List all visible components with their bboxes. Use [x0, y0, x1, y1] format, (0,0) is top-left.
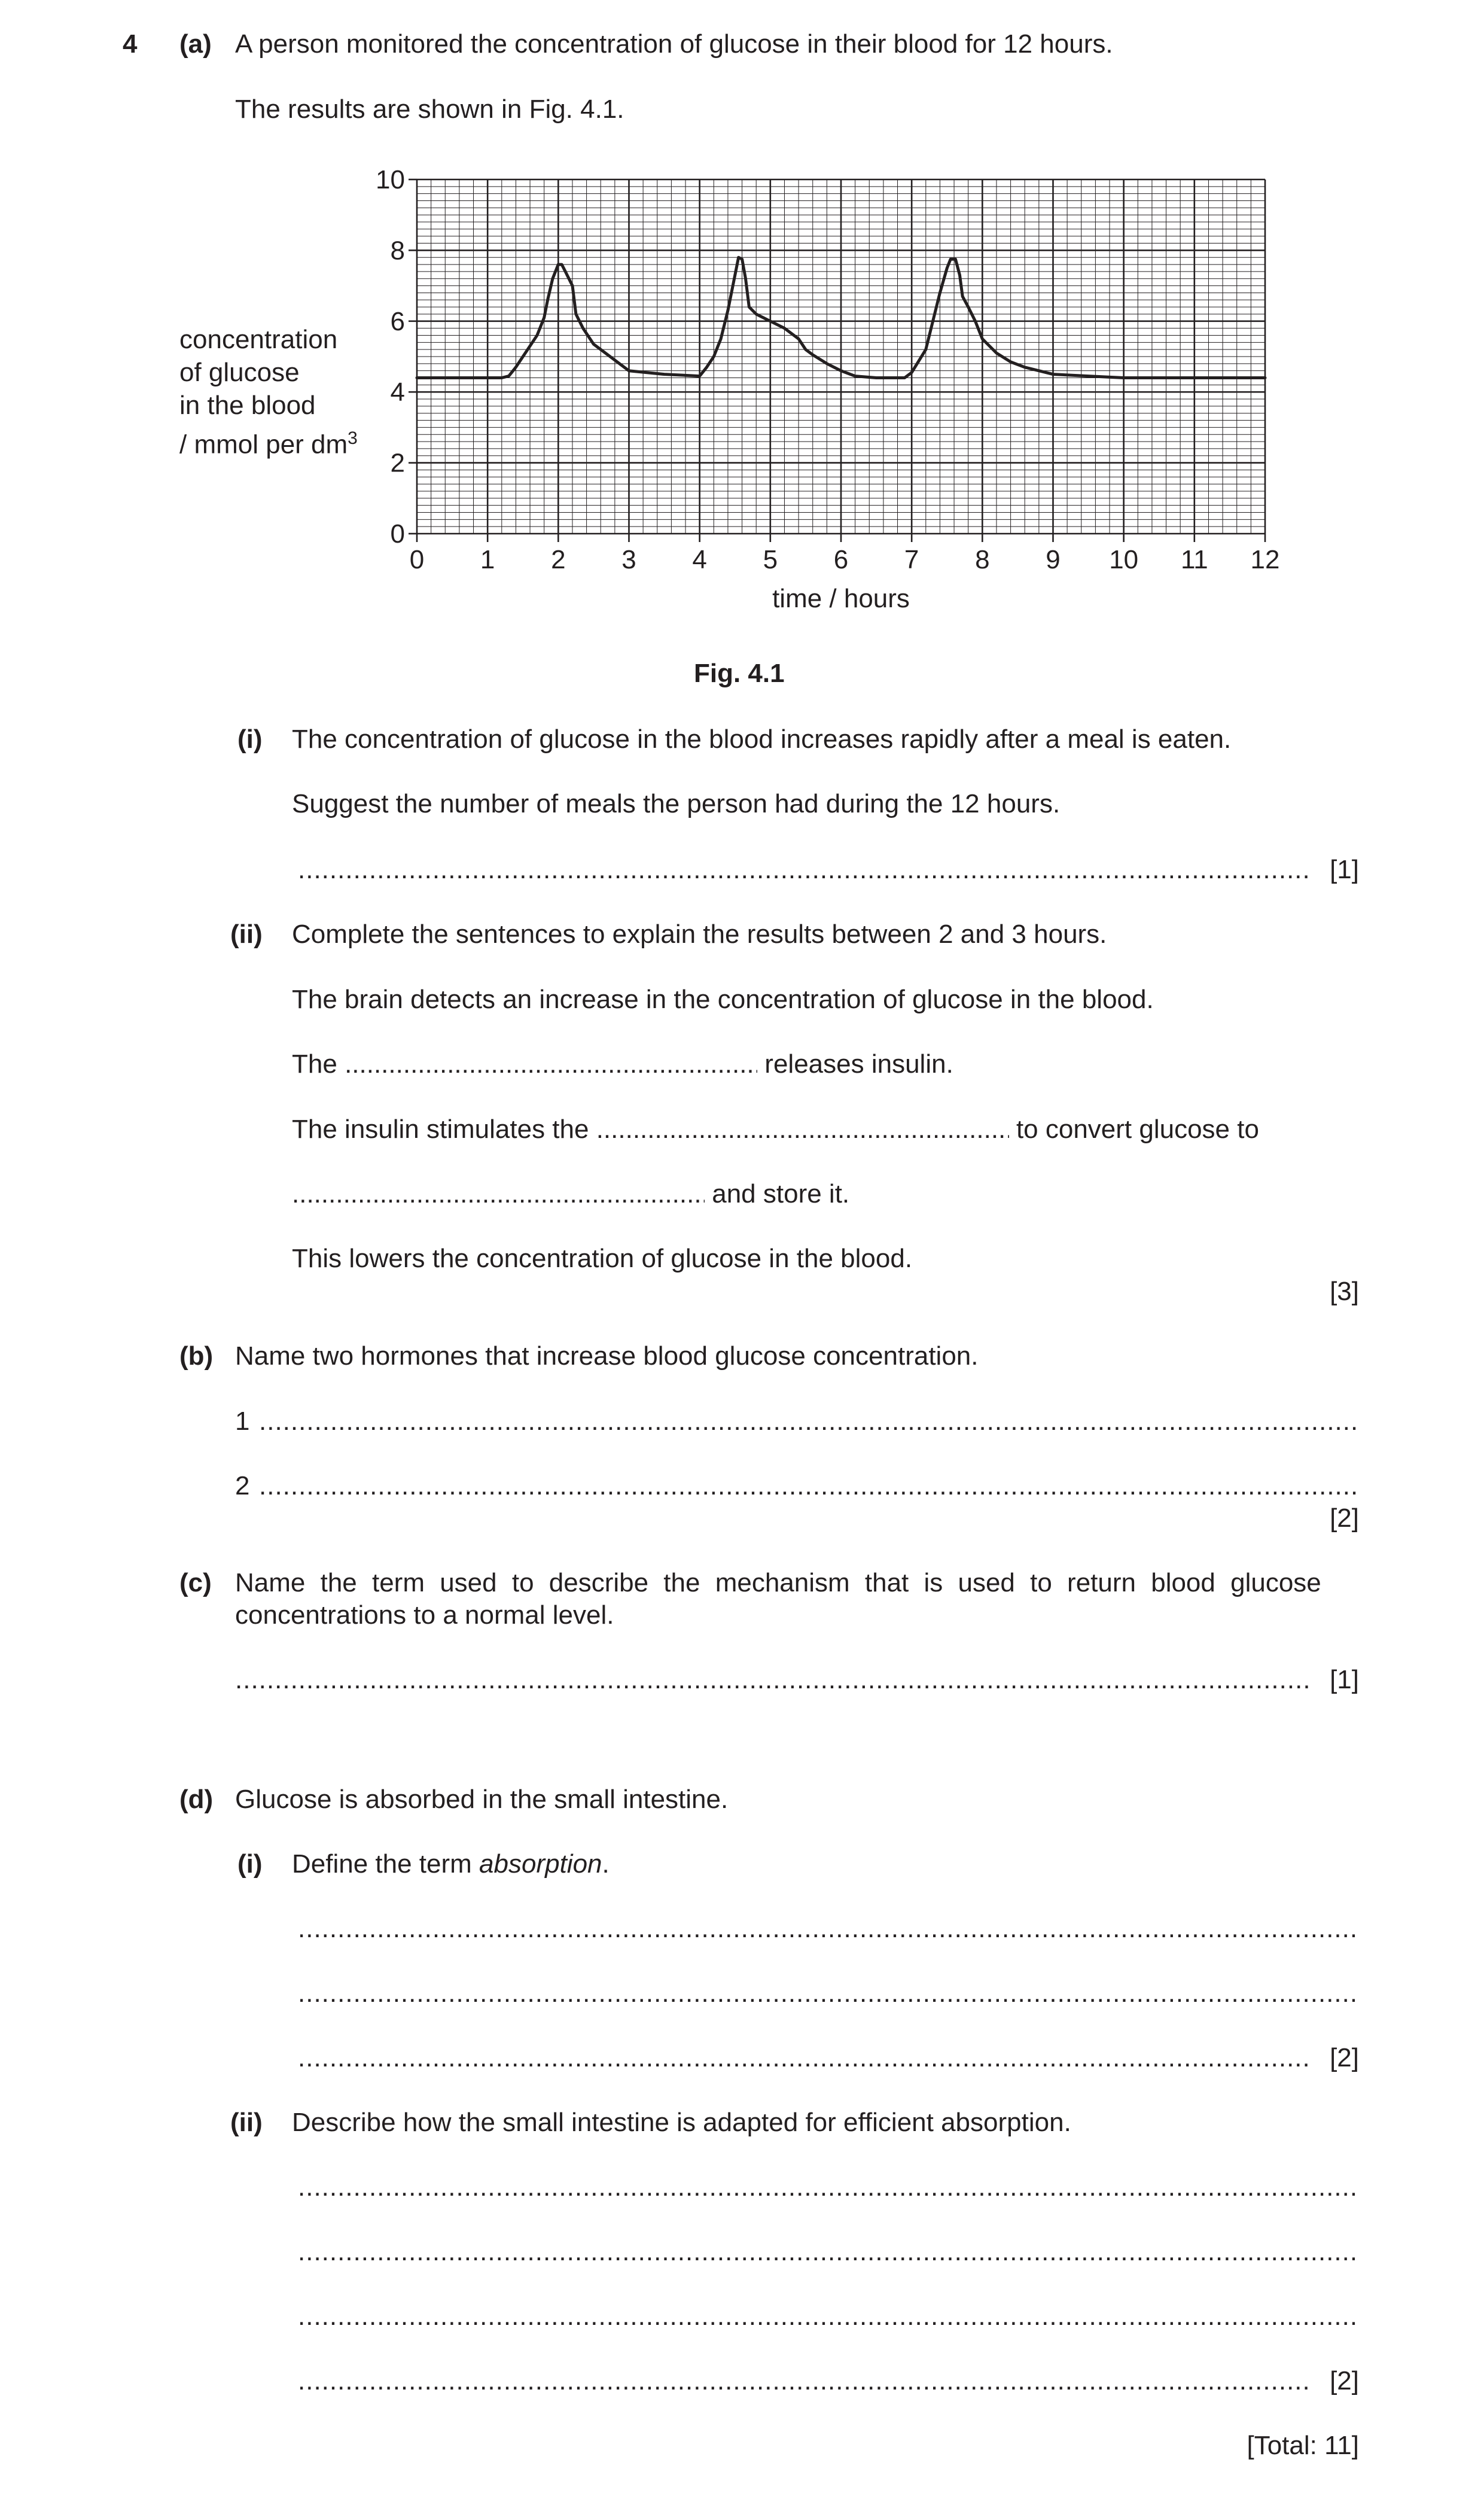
answer-line-d-ii-2[interactable]	[298, 2236, 1358, 2267]
sentence-3-end: and store it.	[712, 1179, 850, 1209]
y-tick-label-10: 10	[376, 165, 405, 194]
x-tick-label-4: 4	[692, 545, 707, 574]
y-tick-label-0: 0	[390, 519, 405, 549]
mark-a-i: [1]	[1330, 855, 1359, 884]
part-d-i-text-end: .	[602, 1849, 610, 1879]
answer-line-a-i[interactable]	[298, 854, 1309, 885]
answer-line-d-ii-4[interactable]	[298, 2366, 1309, 2397]
answer-line-d-ii-3[interactable]	[298, 2301, 1358, 2332]
mark-b: [2]	[1330, 1503, 1359, 1533]
sentence-2	[292, 1114, 1259, 1145]
answer-line-b-2[interactable]	[259, 1471, 1358, 1502]
x-tick-label-1: 1	[480, 545, 495, 574]
part-d-ii-label: (ii)	[230, 2108, 263, 2137]
part-d-ii-text: Describe how the small intestine is adapted for efficient absorption.	[292, 2108, 1071, 2137]
part-b-number-1: 1	[235, 1407, 250, 1436]
x-tick-label-0: 0	[409, 545, 425, 574]
answer-line-c[interactable]	[235, 1664, 1309, 1696]
part-a-ii-line1: Complete the sentences to explain the results between 2 and 3 hours.	[292, 920, 1107, 949]
x-tick-label-3: 3	[621, 545, 636, 574]
y-tick-label-2: 2	[390, 448, 405, 478]
answer-line-d-i-3[interactable]	[298, 2043, 1309, 2074]
part-c-line2: concentrations to a normal level.	[235, 1600, 614, 1630]
sentence-2-start: The insulin stimulates the	[292, 1115, 589, 1144]
part-b-number-2: 2	[235, 1471, 250, 1500]
part-d-i-label: (i)	[237, 1849, 263, 1879]
sentence-1-start: The	[292, 1049, 337, 1079]
y-axis-label	[179, 323, 358, 461]
y-axis-unit-superscript: 3	[348, 428, 358, 448]
part-a-results: The results are shown in Fig. 4.1.	[235, 95, 624, 124]
part-d-i-text-start: Define the term	[292, 1849, 472, 1879]
y-axis-label-line-4	[179, 422, 358, 461]
x-tick-label-7: 7	[904, 545, 919, 574]
part-a-ii-last: This lowers the concentration of glucose in the blood.	[292, 1244, 913, 1273]
x-tick-label-5: 5	[763, 545, 778, 574]
y-tick-label-8: 8	[390, 236, 405, 266]
answer-line-d-ii-1[interactable]	[298, 2172, 1358, 2203]
question-number: 4	[123, 29, 138, 59]
y-axis-label-line-3: in the blood	[179, 391, 316, 420]
mark-d-i: [2]	[1330, 2043, 1359, 2072]
figure-caption: Fig. 4.1	[694, 659, 785, 688]
y-axis-label-line-1: concentration	[179, 325, 338, 354]
part-b-label: (b)	[179, 1341, 214, 1371]
blank-1[interactable]	[345, 1049, 757, 1080]
x-tick-label-8: 8	[975, 545, 990, 574]
term-absorption: absorption	[479, 1849, 602, 1879]
x-tick-label-12: 12	[1250, 545, 1280, 574]
x-tick-label-10: 10	[1109, 545, 1139, 574]
part-c-label: (c)	[179, 1568, 212, 1597]
part-b-text: Name two hormones that increase blood glucose concentration.	[235, 1341, 979, 1371]
x-tick-label-6: 6	[833, 545, 849, 574]
answer-line-d-i-2[interactable]	[298, 1978, 1358, 2009]
part-d-i-text	[292, 1849, 610, 1880]
part-a-i-line2: Suggest the number of meals the person had during the 12 hours.	[292, 789, 1061, 818]
x-tick-label-9: 9	[1046, 545, 1061, 574]
x-tick-label-2: 2	[551, 545, 566, 574]
part-a-i-line1: The concentration of glucose in the blood increases rapidly after a meal is eaten.	[292, 725, 1232, 754]
part-d-label: (d)	[179, 1785, 214, 1814]
answer-line-d-i-1[interactable]	[298, 1913, 1358, 1944]
sentence-1-end: releases insulin.	[764, 1049, 953, 1079]
x-tick-label-11: 11	[1180, 545, 1208, 574]
y-tick-label-6: 6	[390, 306, 405, 336]
answer-line-b-1[interactable]	[259, 1406, 1358, 1437]
part-c-line1: Name the term used to describe the mechanism that is used to return blood glucose	[235, 1568, 1321, 1597]
part-d-text: Glucose is absorbed in the small intestine.	[235, 1785, 729, 1814]
y-axis-label-line-2: of glucose	[179, 358, 300, 387]
total-marks: [Total: 11]	[1247, 2431, 1359, 2460]
sentence-1	[292, 1049, 953, 1080]
sentence-2-end: to convert glucose to	[1016, 1115, 1259, 1144]
sentence-3	[292, 1179, 849, 1210]
blank-3[interactable]	[292, 1179, 705, 1210]
mark-a-ii: [3]	[1330, 1277, 1359, 1306]
part-a-ii-line2: The brain detects an increase in the concentration of glucose in the blood.	[292, 985, 1154, 1014]
part-a-ii-label: (ii)	[230, 920, 263, 949]
mark-c: [1]	[1330, 1665, 1359, 1694]
blank-2[interactable]	[596, 1114, 1009, 1145]
figure-4-1	[0, 0, 1484, 658]
x-axis-label: time / hours	[772, 584, 910, 613]
mark-d-ii: [2]	[1330, 2366, 1359, 2395]
part-a-i-label: (i)	[237, 725, 263, 754]
y-axis-unit: / mmol per dm	[179, 430, 348, 459]
y-tick-label-4: 4	[390, 378, 405, 407]
part-a-intro: A person monitored the concentration of glucose in their blood for 12 hours.	[235, 29, 1113, 59]
part-a-label: (a)	[179, 29, 212, 59]
